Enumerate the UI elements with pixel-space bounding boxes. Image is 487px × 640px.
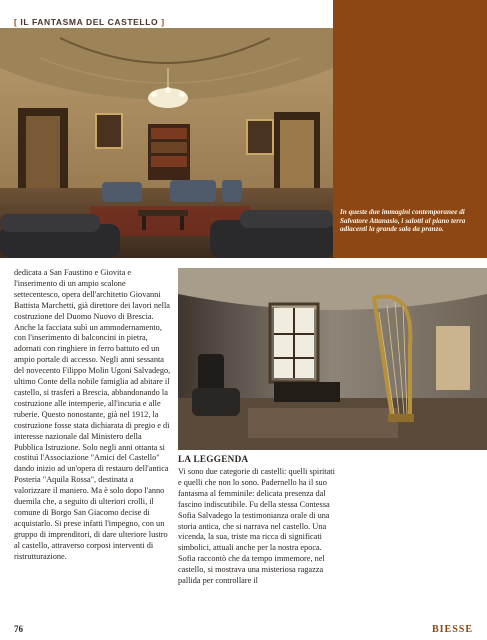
- right-column-text: Vi sono due categorie di castelli: quelli spiritati e quelli che non lo sono. Padernello ha il suo fantasma al femminile: delicata presenza dal fascino indiscutibile. Fu della stessa Contessa Sofia Salvadego la testimonianza orale di una storia antica, che si narrava nel castello. Una vicenda, la sua, triste ma ricca di significati simbolici, attuali anche per la nostra epoca. Sofia raccontò che da tempo immemore, nel castello, si mostrava una misteriosa ragazza pallida per controllare il: [178, 467, 335, 586]
- section-header: [14, 17, 165, 27]
- header-title: IL FANTASMA DEL CASTELLO: [20, 17, 159, 27]
- section-title: LA LEGGENDA: [178, 454, 249, 464]
- page-number: 76: [14, 624, 23, 634]
- header-bracket-open: [: [14, 17, 18, 27]
- salon-photo: [0, 28, 333, 258]
- harp-room-photo: [178, 268, 487, 450]
- header-bracket-close: ]: [161, 17, 165, 27]
- photo-caption: In queste due immagini contemporanee di Salvatore Attanasio, i salotti al piano terra adiacenti la grande sala da pranzo.: [340, 208, 466, 234]
- left-column-text: dedicata a San Faustino e Giovita e l'inserimento di un ampio scalone settecentesco, opera dell'architetto Giovanni Battista Marchetti, già direttore dei lavori nella costruzione del Duomo Nuovo di Brescia. Anche la facciata subì un ammodernamento, con l'inserimento di balconcini in pietra, adornati con ringhiere in ferro battuto ed un ampio portale di accesso. Negli anni sessanta del novecento Filippo Molin Ugoni Salvadego, ultimo Conte della nobile famiglia ad abitare il castello, si trasferì a Brescia, abbandonando la costruzione alle intemperie, all'incuria e alle ruberie. Questo nonostante, già nel 1912, la costruzione fosse stata dichiarata di pregio e di interesse nazionale dal Ministero della Pubblica Istruzione. Solo negli anni ottanta si costituì l'Associazione "Amici del Castello" dando inizio ad un'opera di restauro dell'antica Posteria "Aquila Rossa", destinata a valorizzare il maniero. Ma è solo dopo l'anno duemila che, a seguito di ulteriori crolli, il comune di Borgo San Giacomo decise di acquistarlo. Si prese infatti l'impegno, con un gruppo di imprenditori, di dare ulteriore lustro al castello, attraverso corposi interventi di ristrutturazione.: [14, 268, 171, 561]
- magazine-brand: BIESSE: [431, 624, 473, 635]
- right-text-column: [178, 467, 338, 587]
- left-text-column: [14, 268, 172, 562]
